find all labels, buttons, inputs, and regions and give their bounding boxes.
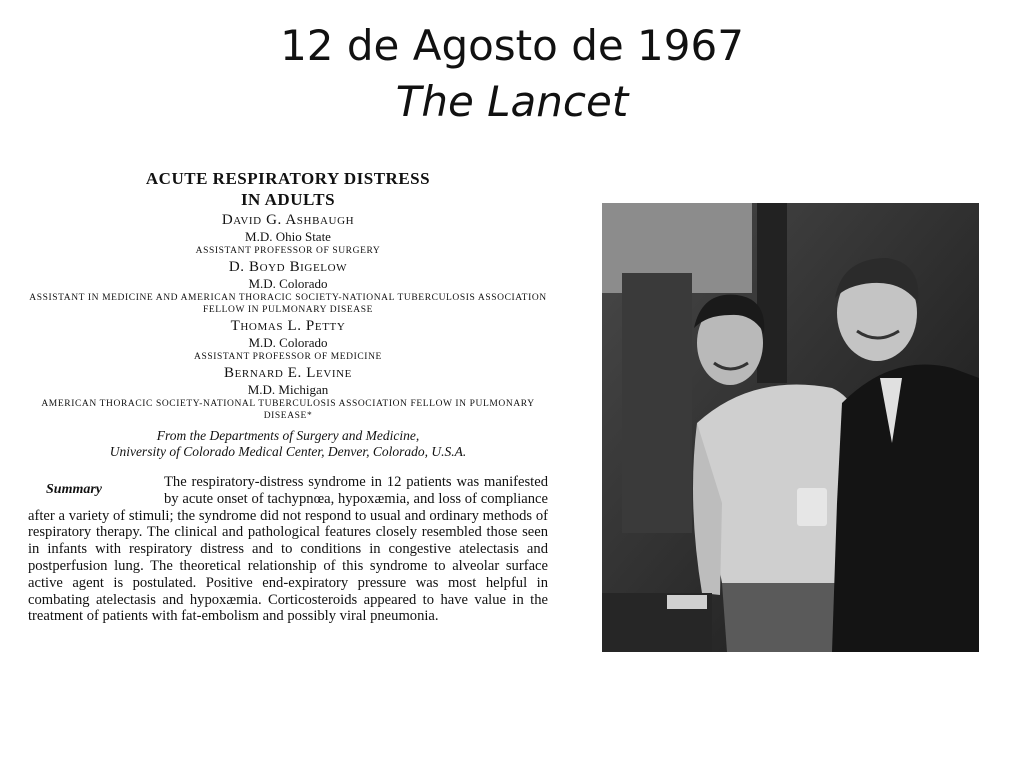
- affiliation: [28, 428, 548, 460]
- article-heading: [28, 168, 548, 210]
- author-name: Bernard E. Levine: [224, 365, 352, 381]
- summary-text: The respiratory-distress syndrome in 12 patients was manifested by acute onset of tachypnœa, hypoxæmia, and loss of compliance after a variety of stimuli; the syndrome did not respond to usual and ordinary methods of respiratory therapy. The clinical and pathological features closely resembled those seen in infants with respiratory distress and to conditions in congestive atelectasis and postperfusion lung. The theoretical relationship of this syndrome to alveolar surface active agent is postulated. Positive end-expiratory pressure was most helpful in combating atelectasis and hypoxæmia. Corticosteroids appeared to have value in the treatment of patients with fat-embolism and possibly viral pneumonia.: [28, 474, 548, 625]
- photo-shelf: [622, 273, 692, 533]
- affiliation-line2: University of Colorado Medical Center, Denver, Colorado, U.S.A.: [109, 444, 467, 459]
- author-role: ASSISTANT IN MEDICINE AND AMERICAN THORACIC SOCIETY-NATIONAL TUBERCULOSIS ASSOCIATION FELLOW IN PULMONARY DISEASE: [29, 293, 547, 315]
- author-degree: M.D. Ohio State: [245, 229, 331, 244]
- author-name: David G. Ashbaugh: [221, 212, 355, 228]
- affiliation-line1: From the Departments of Surgery and Medicine,: [156, 428, 420, 443]
- article-heading-line1: ACUTE RESPIRATORY DISTRESS: [145, 169, 431, 188]
- author-role: ASSISTANT PROFESSOR OF MEDICINE: [194, 352, 382, 362]
- author-degree: M.D. Michigan: [247, 382, 329, 397]
- right-man-suit: [832, 365, 979, 652]
- slide-title-journal: The Lancet: [395, 77, 629, 126]
- summary-label: Summary: [46, 482, 103, 497]
- article-scan: [28, 168, 548, 748]
- author-block-3: [28, 318, 548, 363]
- author-block-2: [28, 259, 548, 316]
- paper-cup: [797, 488, 827, 526]
- historical-photo: [602, 203, 979, 652]
- photo-door-frame: [757, 203, 787, 383]
- photo-papers: [667, 595, 707, 609]
- author-degree: M.D. Colorado: [248, 276, 328, 291]
- photo-illustration: [602, 203, 979, 652]
- author-name: D. Boyd Bigelow: [228, 259, 348, 275]
- article-heading-line2: IN ADULTS: [240, 190, 336, 209]
- author-name: Thomas L. Petty: [230, 318, 346, 334]
- author-block-1: [28, 212, 548, 257]
- summary-paragraph: [28, 474, 548, 625]
- author-role: AMERICAN THORACIC SOCIETY-NATIONAL TUBERCULOSIS ASSOCIATION FELLOW IN PULMONARY DISEASE*: [41, 399, 535, 421]
- author-role: ASSISTANT PROFESSOR OF SURGERY: [195, 246, 381, 256]
- author-block-4: [28, 365, 548, 422]
- author-degree: M.D. Colorado: [248, 335, 328, 350]
- slide-title: [0, 18, 1024, 130]
- slide-title-date: 12 de Agosto de 1967: [280, 21, 744, 70]
